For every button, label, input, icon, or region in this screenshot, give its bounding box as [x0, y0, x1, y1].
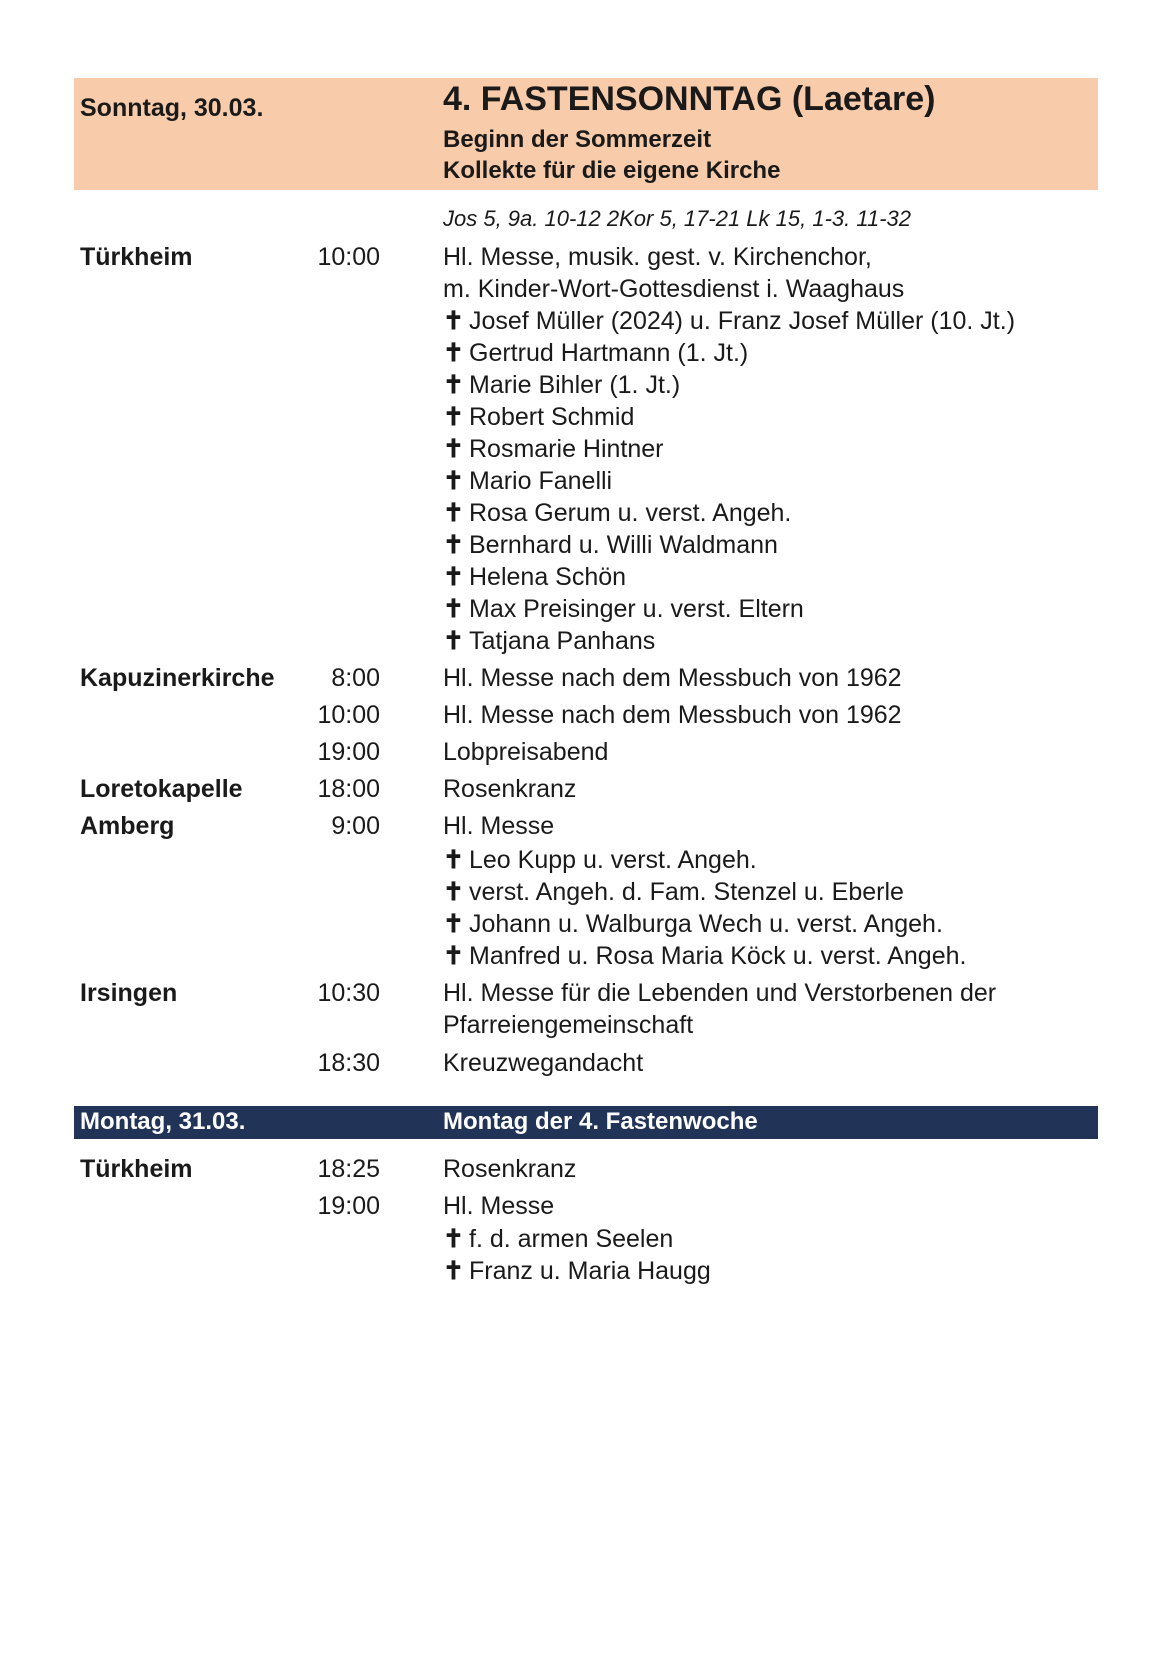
sunday-row: [0, 402, 1170, 434]
cross-icon: ✝: [443, 531, 464, 559]
time-label: 19:00: [317, 1192, 380, 1220]
memorial-entry: [443, 845, 757, 875]
sunday-row: [0, 845, 1170, 877]
cross-icon: ✝: [443, 910, 464, 938]
cross-icon: ✝: [443, 1257, 464, 1285]
entry-text: Pfarreiengemeinschaft: [443, 1011, 694, 1039]
monday-row: [0, 1155, 1170, 1187]
sunday-title: 4. FASTENSONNTAG (Laetare): [443, 80, 936, 118]
sunday-row: [0, 909, 1170, 941]
memorial-entry: [443, 594, 804, 624]
entry-text: Rosmarie Hintner: [469, 435, 664, 463]
sunday-row: [0, 434, 1170, 466]
location-label: Türkheim: [80, 243, 193, 271]
service-description: [443, 738, 608, 767]
sunday-row: [0, 243, 1170, 275]
location-label: Loretokapelle: [80, 775, 243, 803]
cross-icon: ✝: [443, 467, 464, 495]
monday-date: Montag, 31.03.: [80, 1108, 246, 1135]
entry-text: Hl. Messe nach dem Messbuch von 1962: [443, 701, 902, 729]
location-label: Türkheim: [80, 1155, 193, 1183]
sunday-readings: Jos 5, 9a. 10-12 2Kor 5, 17-21 Lk 15, 1-3. 11-32: [443, 206, 912, 231]
cross-icon: ✝: [443, 846, 464, 874]
entry-text: Max Preisinger u. verst. Eltern: [469, 595, 804, 623]
sunday-row: [0, 941, 1170, 973]
time-label: 19:00: [317, 738, 380, 766]
memorial-entry: [443, 466, 612, 496]
cross-icon: ✝: [443, 942, 464, 970]
entry-text: m. Kinder-Wort-Gottesdienst i. Waaghaus: [443, 275, 905, 303]
service-description: [443, 275, 904, 304]
cross-icon: ✝: [443, 307, 464, 335]
cross-icon: ✝: [443, 339, 464, 367]
sunday-header: [74, 78, 1098, 190]
sunday-subtitle-1: Beginn der Sommerzeit: [443, 126, 712, 153]
sunday-row: [0, 562, 1170, 594]
cross-icon: ✝: [443, 878, 464, 906]
cross-icon: ✝: [443, 403, 464, 431]
sunday-row: [0, 370, 1170, 402]
entry-text: Hl. Messe für die Lebenden und Verstorbenen der: [443, 979, 997, 1007]
memorial-entry: [443, 1256, 711, 1286]
entry-text: Hl. Messe nach dem Messbuch von 1962: [443, 664, 902, 692]
memorial-entry: [443, 909, 943, 939]
sunday-row: [0, 664, 1170, 696]
sunday-row: [0, 979, 1170, 1011]
memorial-entry: [443, 562, 626, 592]
memorial-entry: [443, 626, 655, 656]
entry-text: Rosenkranz: [443, 1155, 577, 1183]
entry-text: Gertrud Hartmann (1. Jt.): [469, 339, 749, 367]
sunday-row: [0, 812, 1170, 844]
monday-row: [0, 1256, 1170, 1288]
entry-text: Rosenkranz: [443, 775, 577, 803]
sunday-subtitle-2: Kollekte für die eigene Kirche: [443, 157, 781, 184]
entry-text: Manfred u. Rosa Maria Köck u. verst. Angeh.: [469, 942, 967, 970]
sunday-row: [0, 877, 1170, 909]
entry-text: Franz u. Maria Haugg: [469, 1257, 711, 1285]
service-description: [443, 1049, 643, 1078]
entry-text: Robert Schmid: [469, 403, 635, 431]
entry-text: Helena Schön: [469, 563, 627, 591]
sunday-row: [0, 306, 1170, 338]
entry-text: Johann u. Walburga Wech u. verst. Angeh.: [469, 910, 943, 938]
entry-text: Josef Müller (2024) u. Franz Josef Müller (10. Jt.): [469, 307, 1016, 335]
service-description: [443, 243, 872, 272]
cross-icon: ✝: [443, 563, 464, 591]
entry-text: Leo Kupp u. verst. Angeh.: [469, 846, 757, 874]
memorial-entry: [443, 877, 904, 907]
service-description: [443, 1011, 693, 1040]
entry-text: Hl. Messe, musik. gest. v. Kirchenchor,: [443, 243, 872, 271]
sunday-row: [0, 1011, 1170, 1043]
service-description: [443, 701, 902, 730]
service-description: [443, 1192, 554, 1221]
monday-row: [0, 1192, 1170, 1224]
sunday-date: Sonntag, 30.03.: [80, 94, 264, 122]
monday-row: [0, 1224, 1170, 1256]
time-label: 10:00: [317, 243, 380, 271]
entry-text: Lobpreisabend: [443, 738, 609, 766]
time-label: 18:25: [317, 1155, 380, 1183]
sunday-row: [0, 338, 1170, 370]
sunday-row: [0, 275, 1170, 307]
entry-text: Bernhard u. Willi Waldmann: [469, 531, 778, 559]
sunday-row: [0, 738, 1170, 770]
time-label: 9:00: [331, 812, 380, 840]
cross-icon: ✝: [443, 371, 464, 399]
memorial-entry: [443, 530, 778, 560]
time-label: 18:30: [317, 1049, 380, 1077]
location-label: Kapuzinerkirche: [80, 664, 275, 692]
memorial-entry: [443, 434, 664, 464]
service-description: [443, 664, 902, 693]
memorial-entry: [443, 370, 680, 400]
location-label: Amberg: [80, 812, 175, 840]
entry-text: Tatjana Panhans: [469, 627, 656, 655]
cross-icon: ✝: [443, 499, 464, 527]
cross-icon: ✝: [443, 627, 464, 655]
service-description: [443, 979, 996, 1008]
entry-text: verst. Angeh. d. Fam. Stenzel u. Eberle: [469, 878, 904, 906]
time-label: 10:00: [317, 701, 380, 729]
memorial-entry: [443, 1224, 673, 1254]
sunday-row: [0, 498, 1170, 530]
time-label: 18:00: [317, 775, 380, 803]
time-label: 8:00: [331, 664, 380, 692]
sunday-row: [0, 594, 1170, 626]
monday-header: [74, 1106, 1098, 1139]
cross-icon: ✝: [443, 1225, 464, 1253]
cross-icon: ✝: [443, 595, 464, 623]
memorial-entry: [443, 941, 966, 971]
sunday-row: [0, 626, 1170, 658]
memorial-entry: [443, 306, 1015, 336]
sunday-row: [0, 1049, 1170, 1081]
entry-text: Marie Bihler (1. Jt.): [469, 371, 681, 399]
monday-title: Montag der 4. Fastenwoche: [443, 1108, 758, 1135]
memorial-entry: [443, 498, 791, 528]
sunday-row: [0, 775, 1170, 807]
entry-text: Kreuzwegandacht: [443, 1049, 644, 1077]
service-description: [443, 775, 576, 804]
memorial-entry: [443, 402, 634, 432]
sunday-row: [0, 701, 1170, 733]
sunday-row: [0, 530, 1170, 562]
entry-text: Mario Fanelli: [469, 467, 613, 495]
sunday-row: [0, 466, 1170, 498]
cross-icon: ✝: [443, 435, 464, 463]
time-label: 10:30: [317, 979, 380, 1007]
memorial-entry: [443, 338, 748, 368]
entry-text: Hl. Messe: [443, 812, 555, 840]
service-description: [443, 1155, 576, 1184]
location-label: Irsingen: [80, 979, 178, 1007]
service-description: [443, 812, 554, 841]
entry-text: Rosa Gerum u. verst. Angeh.: [469, 499, 792, 527]
entry-text: Hl. Messe: [443, 1192, 555, 1220]
entry-text: f. d. armen Seelen: [469, 1225, 674, 1253]
